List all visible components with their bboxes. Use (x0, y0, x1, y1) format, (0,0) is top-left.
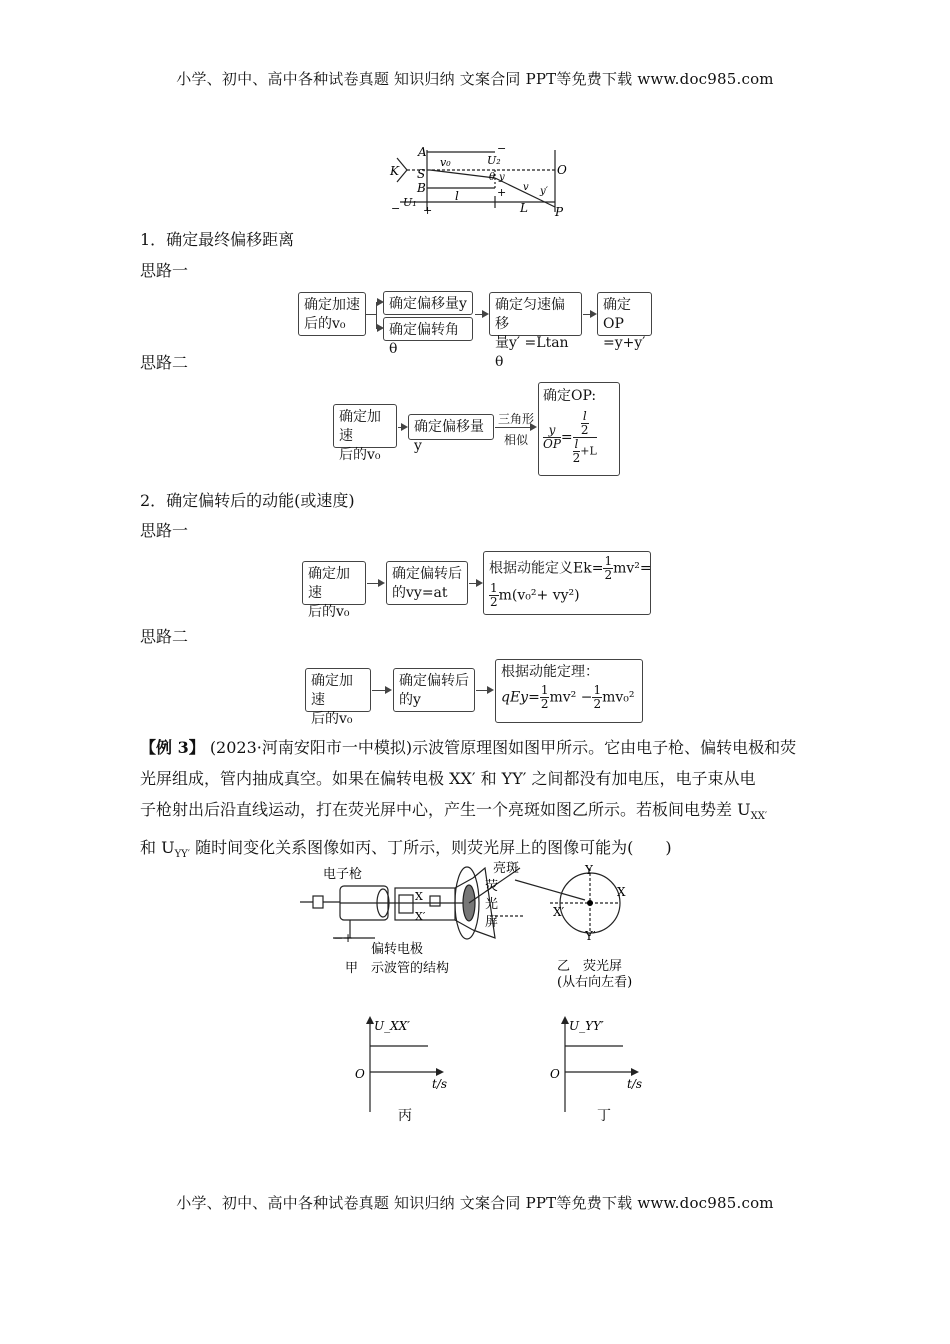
label-screen-3: 屏 (485, 915, 499, 930)
s2-route1-label: 思路一 (140, 521, 189, 540)
label-minus-U2: − (497, 142, 507, 155)
s2r2-arrow-a (372, 690, 390, 691)
s1r2-mid-top: 三角形 (497, 412, 534, 426)
s1r2-box-offset: 确定偏移量y (408, 414, 494, 440)
s1r2-mid-bottom: 相似 (503, 433, 528, 447)
label-yprime: y′ (540, 186, 548, 197)
label-spot: 亮斑 (493, 861, 520, 876)
caption-jia: 甲 示波管的结构 (345, 961, 450, 976)
label-theta: θ (489, 172, 496, 183)
label-Yp: Y′ (585, 929, 596, 943)
label-Y: Y (585, 863, 593, 877)
caption-yi: 乙 荧光屏 (557, 959, 623, 974)
label-X-left: X (415, 890, 423, 903)
section1-title: 1．确定最终偏移距离 (140, 230, 295, 249)
label-L: L (520, 201, 528, 215)
label-B: B (417, 181, 426, 195)
label-l: l (455, 189, 459, 203)
label-P: P (555, 205, 564, 219)
s1r1-arrow-d (583, 314, 595, 315)
page-footer: 小学、初中、高中各种试卷真题 知识归纳 文案合同 PPT等免费下载 www.doc985.com (176, 1194, 774, 1212)
s1r1-box-v0: 确定加速 后的v₀ (298, 292, 366, 336)
example-3: 【例 3】 (2023·河南安阳市一中模拟)示波管原理图如图甲所示。它由电子枪、偏转电极和荧 光屏组成，管内抽成真空。如果在偏转电极 XX′ 和 YY′ 之间都没有加电压，电子束从电 子枪射出后沿直线运动，打在荧光屏中心，产生一个亮斑如图乙所示。若板间电势差 $U_{XX'}$ 和 $U_{YY'}$ 随时间变化关系图像如丙、丁所示，则荧光屏上的图像可能为( ) (140, 738, 797, 861)
chart1-origin: O (355, 1067, 365, 1081)
s1-route1-label: 思路一 (140, 261, 189, 280)
label-minus-U1: − (391, 202, 401, 215)
s2r2-box-y: 确定偏转后 的y (393, 668, 475, 712)
label-minus: − (333, 931, 344, 945)
s2r1-box-v0: 确定加速 后的v₀ (302, 561, 366, 605)
s1r1-box-op: 确定OP =y+y′ (597, 292, 652, 336)
s1r1-box-angle: 确定偏转角 θ (383, 317, 473, 341)
s1r1-arrow-a (376, 302, 382, 303)
s2r1-arrow-b (469, 583, 481, 584)
s1r2-box-v0: 确定加速 后的v₀ (333, 404, 397, 448)
label-plus-U2: + (497, 186, 507, 199)
s1r1-box-uniform: 确定匀速偏移 量y′ =Ltan θ (489, 292, 582, 336)
label-O: O (557, 163, 567, 177)
chart2-xlabel: t/s (627, 1077, 643, 1091)
s1r1-branch-line (366, 314, 376, 315)
chart1-ylabel: U_XX′ (374, 1019, 410, 1033)
label-S: S (417, 167, 426, 181)
label-gun: 电子枪 (323, 867, 363, 882)
label-X: X (617, 885, 626, 899)
s2r1-box-vy: 确定偏转后 的vy=at (386, 561, 468, 605)
chart1-title: 丙 (398, 1108, 412, 1124)
caption-yi-2: (从右向左看) (557, 975, 633, 990)
s1r1-arrow-b (376, 328, 382, 329)
label-Xp: X′ (553, 905, 565, 919)
s1r1-box-offset: 确定偏移量y (383, 291, 473, 315)
s1r2-box-op: 确定OP: $\frac{y}{OP}$ = $\frac{l}{2}$ $\frac{l}{2}$ +L (538, 382, 620, 476)
s2r2-arrow-b (476, 690, 492, 691)
s2-route2-label: 思路二 (140, 627, 189, 646)
s1r1-arrow-c (475, 314, 487, 315)
chart1-xlabel: t/s (432, 1077, 448, 1091)
chart2-title: 丁 (597, 1108, 611, 1124)
s2r2-box-theorem: 根据动能定理： qEy= $\frac{1}{2}$ mv² − $\frac{1}{2}$ mv₀² (495, 659, 643, 723)
chart2-ylabel: U_YY′ (569, 1019, 604, 1033)
label-U1: U₁ (403, 196, 417, 209)
chart2-origin: O (550, 1067, 560, 1081)
deflection-diagram (385, 140, 585, 220)
label-screen-1: 荧 (485, 879, 499, 894)
section2-title: 2．确定偏转后的动能(或速度) (140, 491, 355, 510)
label-v0: v₀ (440, 156, 451, 169)
label-y: y (499, 172, 505, 183)
s1-route2-label: 思路二 (140, 353, 189, 372)
label-plus: + (343, 931, 354, 945)
page-header: 小学、初中、高中各种试卷真题 知识归纳 文案合同 PPT等免费下载 www.doc985.com (176, 70, 774, 88)
s2r1-arrow-a (367, 583, 383, 584)
label-electrode: 偏转电极 (371, 942, 424, 957)
s2r1-box-ek: 根据动能定义Ek= $\frac{1}{2}$ mv²= $\frac{1}{2}$ m(v₀²+ vy²) (483, 551, 651, 615)
s1r2-arrow-a (398, 427, 406, 428)
label-K: K (390, 164, 399, 178)
voltage-graphs (350, 1012, 650, 1130)
label-Xp-left: X′ (415, 910, 426, 923)
label-U2: U₂ (487, 154, 501, 167)
s2r2-box-v0: 确定加速 后的v₀ (305, 668, 371, 712)
s1r2-arrow-b (495, 427, 535, 428)
label-v: v (523, 182, 529, 193)
label-screen-2: 光 (485, 897, 499, 912)
label-A: A (418, 145, 427, 159)
label-plus-U1: + (423, 204, 433, 217)
oscilloscope-diagram (295, 858, 655, 993)
